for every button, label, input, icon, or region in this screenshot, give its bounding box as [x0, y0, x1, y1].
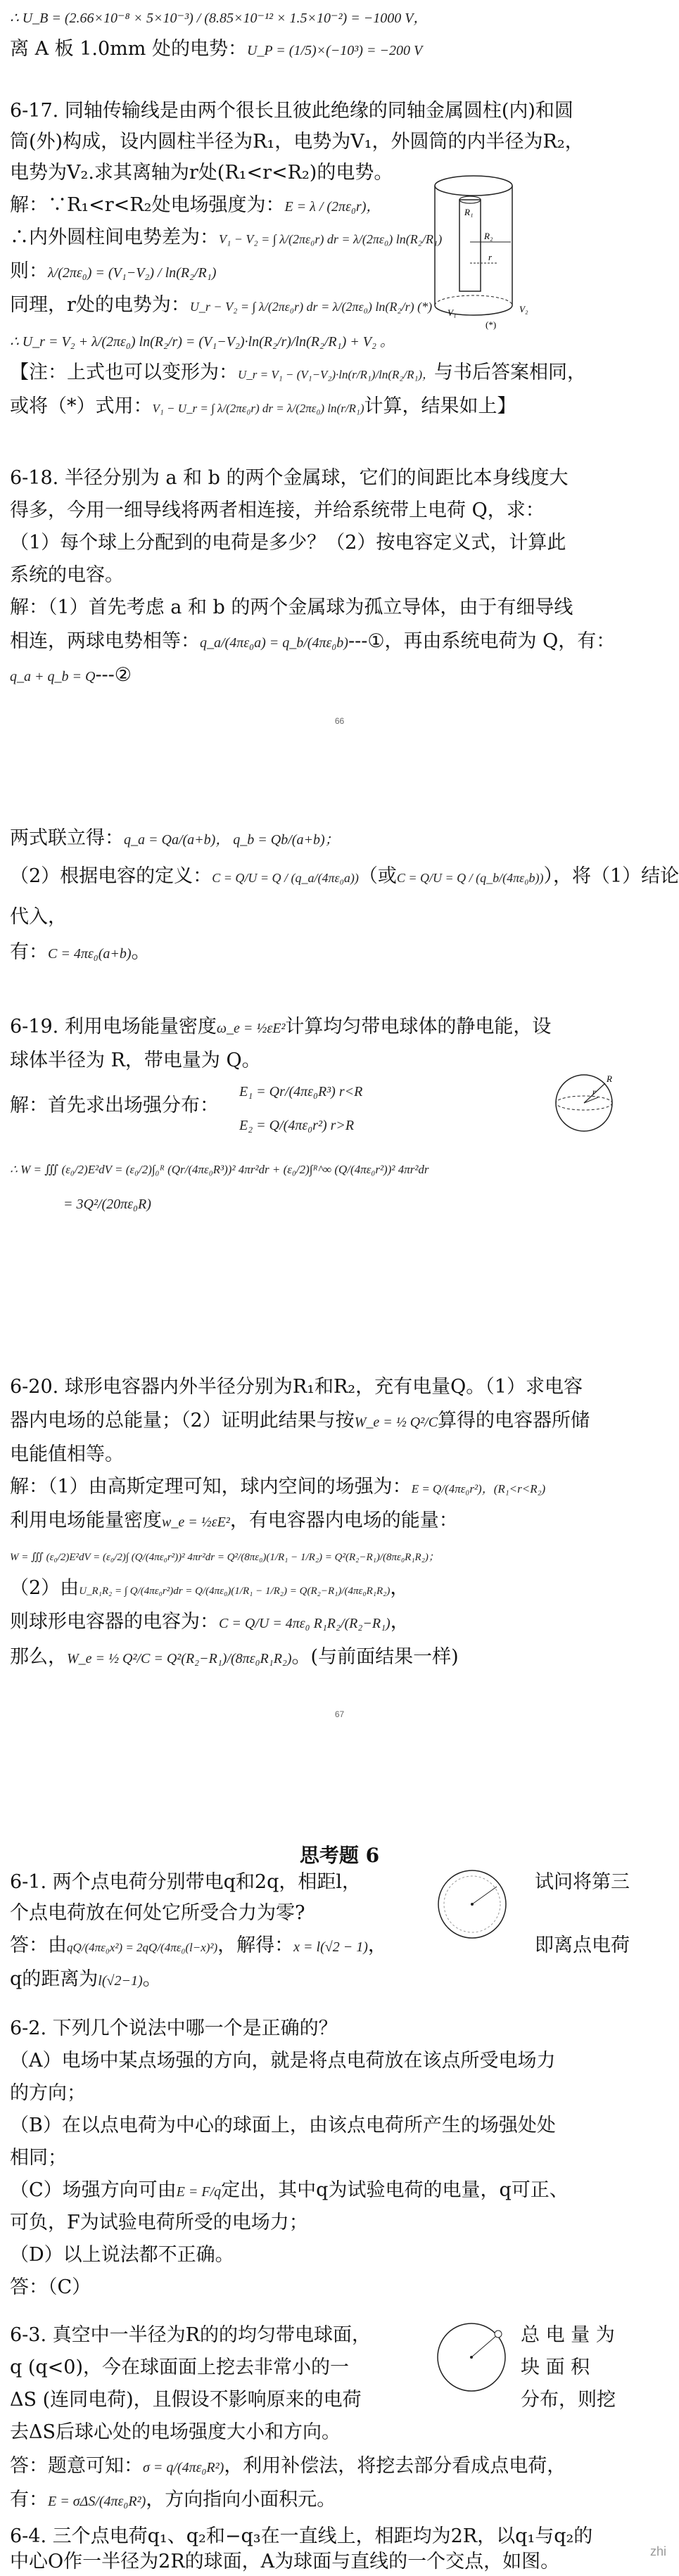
page-number: 67 [334, 1709, 345, 1719]
solution-line: 解：（1）首先考虑 a 和 b 的两个金属球为孤立导体，由于有细导线 [10, 597, 573, 618]
fig-label-r1: R₁ [464, 207, 474, 217]
problem-6-17-line: 电势为V₂.求其离轴为r处(R₁<r<R₂)的电势。 [10, 162, 393, 184]
text-line: 离 A 板 1.0mm 处的电势：U_P = (1/5)×(−10³) = −200 V [10, 38, 423, 60]
solution-line: 相连，两球电势相等：q_a/(4πε₀a) = q_b/(4πε₀b)---①，再由系统电荷为 Q，有： [10, 630, 616, 652]
fig-label-R: R [607, 1073, 612, 1084]
note-line: 【注：上式也可以变形为：U_r = V₁ − (V₁−V₂)·ln(r/R₁)/ln(R₂/R₁)，与书后答案相同， [10, 362, 587, 383]
answer-line: 答：由qQ/(4πε₀x²) = 2qQ/(4πε₀(l−x)²)，解得：x = l(√2 − 1)， [10, 1934, 387, 1956]
solution-line: 利用电场能量密度w_e = ½εE²，有电容器内电场的能量： [10, 1510, 458, 1531]
problem-6-20-line: 6-20. 球形电容器内外半径分别为R₁和R₂，充有电量Q。（1）求电容 [10, 1376, 583, 1398]
answer-line: 答：题意可知：σ = q/(4πε₀R²)，利用补偿法，将挖去部分看成点电荷， [10, 2455, 566, 2477]
fig-label-v1: V₁ [448, 307, 457, 318]
fig-label-v2: V₂ [519, 304, 528, 314]
section-title: 思考题 6 [299, 1844, 380, 1867]
question-6-3-line: 去ΔS后球心处的电场强度大小和方向。 [10, 2421, 341, 2443]
problem-6-19-line: 6-19. 利用电场能量密度ω_e = ½εE²计算均匀带电球体的静电能，设 [10, 1016, 552, 1038]
question-6-1-line: 个点电荷放在何处它所受合力为零? [10, 1902, 305, 1924]
solution-line: 那么，W_e = ½ Q²/C = Q²(R₂−R₁)/(8πε₀R₁R₂)。(与前面结果一样) [10, 1646, 459, 1668]
energy-integral: ∴ W = ∭ (ε₀/2)E²dV = (ε₀/2)∫₀ᴿ (Qr/(4πε₀R³))² 4πr²dr + (ε₀/2)∫ᴿ^∞ (Q/(4πε₀r²))² 4πr²dr [10, 1163, 429, 1176]
problem-6-17-line: 筒(外)构成，设内圆柱半径为R₁，电势为V₁，外圆筒的内半径为R₂， [10, 131, 584, 153]
charged-sphere-figure [549, 1069, 626, 1140]
problem-6-18-line: 得多，今用一细导线将两者相连接，并给系统带上电荷 Q，求： [10, 499, 545, 521]
problem-6-20-line: 器内电场的总能量；（2）证明此结果与按W_e = ½ Q²/C算得的电容器所储 [10, 1410, 590, 1432]
solution-line: （2）由U_R₁R₂ = ∫ Q/(4πε₀r²)dr = Q/(4πε₀)(1/R₁ − 1/R₂) = Q(R₂−R₁)/(4πε₀R₁R₂)， [10, 1577, 410, 1599]
option-c: （C）场强方向可由E = F/q定出，其中q为试验电荷的电量，q可正、 [10, 2179, 569, 2201]
solution-line: 同理，r处的电势为：U_r − V₂ = ∫ λ/(2πε₀r) dr = λ/(2πε₀) ln(R₂/r) (*) [10, 294, 433, 316]
question-6-4-line: 中心O作一半径为2R的球面，A为球面与直线的一个交点，如图。 [10, 2551, 560, 2572]
solution-line: ∴内外圆柱间电势差为：V₁ − V₂ = ∫ λ/(2πε₀r) dr = λ/(2πε₀) ln(R₂/R₁) [10, 227, 443, 248]
solution-line: W = ∭ (ε₀/2)E²dV = (ε₀/2)∫ (Q/(4πε₀r²))² 4πr²dr = Q²/(8πε₀)(1/R₁ − 1/R₂) = Q²(R₂−R₁)/(8πε₀R₁R₂)； [10, 1552, 439, 1563]
problem-6-18-line: 系统的电容。 [10, 564, 124, 586]
fig-label-r: r [488, 252, 493, 262]
solution-line: 解：首先求出场强分布： [10, 1095, 219, 1116]
problem-6-18-line: （1）每个球上分配到的电荷是多少？（2）按电容定义式，计算此 [10, 532, 566, 554]
solution-line: q_a + q_b = Q---② [10, 664, 132, 686]
fig-label-r: r [592, 1087, 596, 1097]
solution-line: 两式联立得：q_a = Qa/(a+b)， q_b = Qb/(a+b)； [10, 827, 339, 849]
option-c: 可负，F为试验电荷所受的电场力； [10, 2212, 308, 2233]
option-a: 的方向； [10, 2082, 86, 2104]
sphere-with-hole-figure [431, 2319, 515, 2396]
coaxial-cylinder-figure [421, 172, 533, 333]
fig-label-r2: R₂ [484, 231, 493, 241]
option-b: （B）在以点电荷为中心的球面上，由该点电荷所产生的场强处处 [10, 2115, 556, 2136]
note-line: 或将（*）式用：V₁ − U_r = ∫ λ/(2πε₀r) dr = λ/(2πε₀) ln(r/R₁)计算，结果如上】 [10, 395, 516, 417]
question-6-3-line: 块 面 积 [521, 2357, 590, 2378]
solution-line: 则球形电容器的电容为：C = Q/U = 4πε₀ R₁R₂/(R₂−R₁)， [10, 1611, 410, 1633]
solution-line: 则：λ/(2πε₀) = (V₁−V₂) / ln(R₂/R₁) [10, 260, 217, 282]
fig-label-star: (*) [486, 319, 497, 330]
question-6-3-line: q (q<0)，今在球面面上挖去非常小的一 [10, 2357, 350, 2378]
solution-line: 代入， [10, 906, 67, 928]
question-6-2-line: 6-2. 下列几个说法中哪一个是正确的？ [10, 2017, 338, 2039]
answer-line: 即离点电荷 [535, 1934, 630, 1956]
energy-result: = 3Q²/(20πε₀R) [63, 1197, 151, 1212]
question-6-3-line: 总 电 量 为 [521, 2324, 615, 2346]
question-6-1-line: 试问将第三 [535, 1871, 630, 1893]
answer-line: 有：E = σΔS/(4πε₀R²)，方向指向小面积元。 [10, 2489, 336, 2511]
question-6-3-line: 分布，则挖 [521, 2389, 616, 2411]
solution-line: 解：（1）由高斯定理可知，球内空间的场强为：E = Q/(4πε₀r²)，(R₁<r<R₂) [10, 1476, 546, 1498]
solution-line: 解：∵R₁<r<R₂处电场强度为：E = λ / (2πε₀r)， [10, 194, 381, 216]
question-6-3-line: ΔS (连同电荷)，且假设不影响原来的电荷 [10, 2389, 362, 2411]
watermark: zhi [649, 2544, 666, 2558]
question-6-4-line: 6-4. 三个点电荷q₁、q₂和−q₃在一直线上，相距均为2R，以q₁与q₂的 [10, 2525, 593, 2547]
problem-6-17-line: 6-17. 同轴传输线是由两个很长且彼此绝缘的同轴金属圆柱(内)和圆 [10, 100, 573, 122]
option-b: 相同； [10, 2147, 67, 2169]
problem-6-19-line: 球体半径为 R，带电量为 Q。 [10, 1050, 261, 1071]
option-a: （A）电场中某点场强的方向，就是将点电荷放在该点所受电场力 [10, 2050, 556, 2072]
question-6-3-line: 6-3. 真空中一半径为R的的均匀带电球面， [10, 2324, 371, 2346]
solution-line: ∴ U_r = V₂ + λ/(2πε₀) ln(R₂/r) = (V₁−V₂)·ln(R₂/r)/ln(R₂/R₁) + V₂ 。 [10, 334, 394, 350]
answer-line: 答：（C） [10, 2276, 91, 2298]
piecewise-e2: E₂ = Q/(4πε₀r²) r>R [239, 1118, 355, 1133]
question-6-1-line: 6-1. 两个点电荷分别带电q和2q，相距l， [10, 1871, 362, 1893]
equation-ub: ∴ U_B = (2.66×10⁻⁸ × 5×10⁻³) / (8.85×10⁻¹² × 1.5×10⁻²) = −1000 V， [10, 11, 428, 26]
solution-line: 有：C = 4πε₀(a+b)。 [10, 941, 151, 963]
answer-line: q的距离为l(√2−1)。 [10, 1968, 162, 1990]
option-d: （D）以上说法都不正确。 [10, 2244, 234, 2266]
problem-6-18-line: 6-18. 半径分别为 a 和 b 的两个金属球，它们的间距比本身线度大 [10, 467, 569, 489]
point-charge-circle-figure [433, 1866, 511, 1943]
page-number: 66 [334, 716, 345, 726]
solution-line: （2）根据电容的定义：C = Q/U = Q / (q_a/(4πε₀a))（或C = Q/U = Q / (q_b/(4πε₀b))），将（1）结论 [10, 865, 679, 887]
problem-6-20-line: 电能值相等。 [10, 1443, 124, 1465]
piecewise-e1: E₁ = Qr/(4πε₀R³) r<R [239, 1084, 363, 1099]
